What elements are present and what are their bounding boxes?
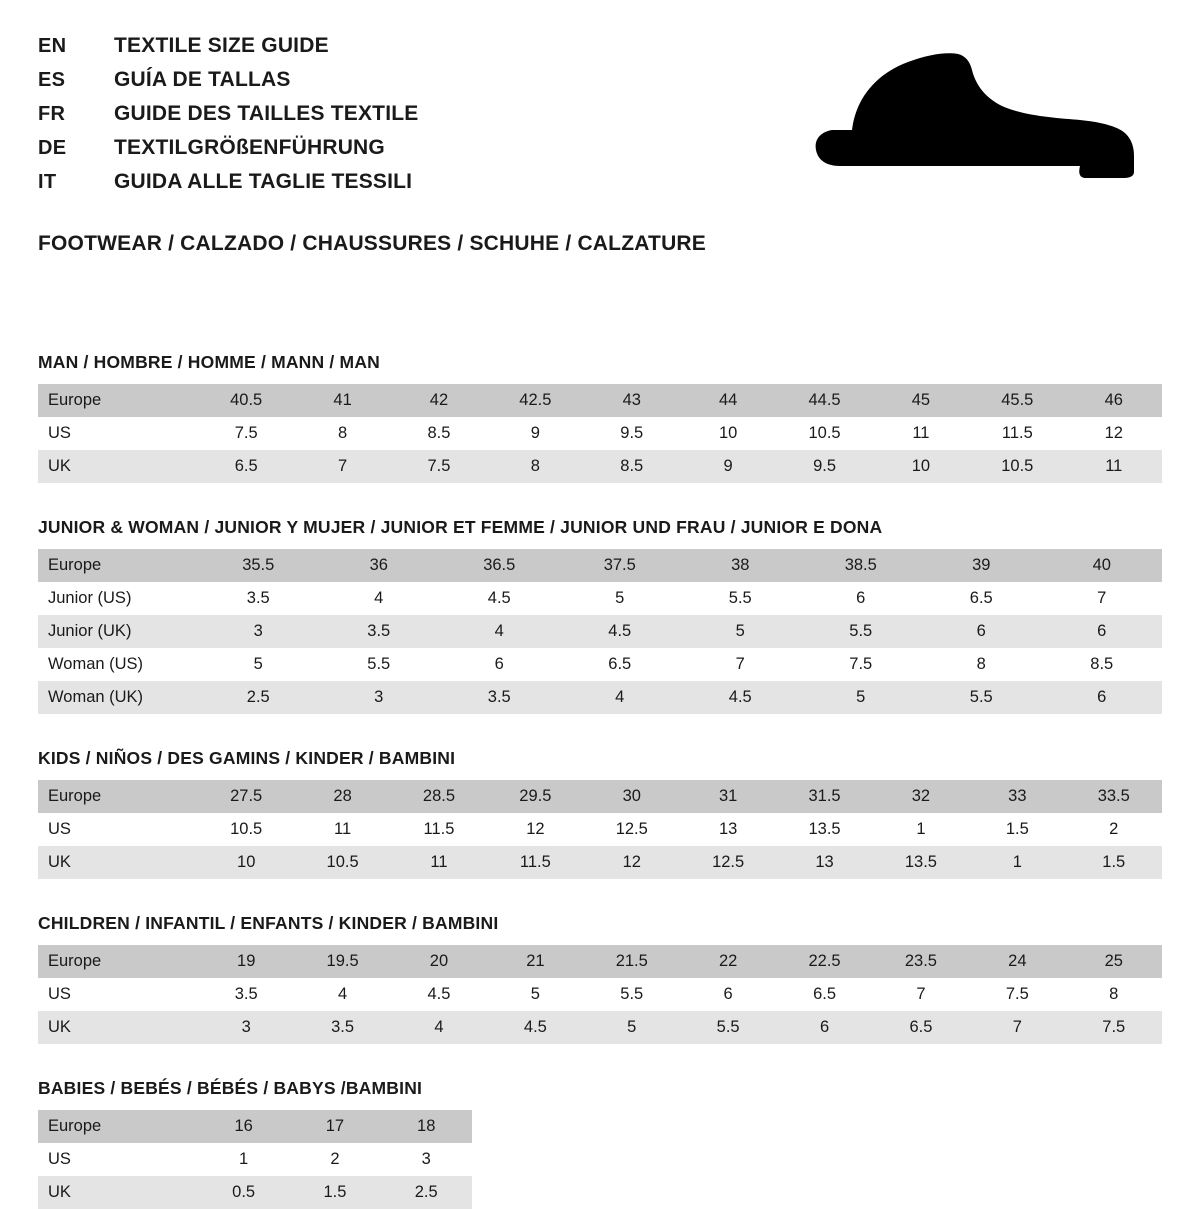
cell: 45.5 — [969, 384, 1065, 417]
cell: 4 — [294, 978, 390, 1011]
size-table — [38, 780, 1162, 879]
cell: 10.5 — [776, 417, 872, 450]
cell: 3 — [319, 681, 440, 714]
cell: 27.5 — [198, 780, 294, 813]
cell: 7.5 — [801, 648, 922, 681]
cell: 33.5 — [1066, 780, 1162, 813]
cell: 2 — [1066, 813, 1162, 846]
cell: 13.5 — [873, 846, 969, 879]
section-kids — [38, 748, 1162, 879]
size-table — [38, 549, 1162, 714]
cell: 4 — [391, 1011, 487, 1044]
cell: 41 — [294, 384, 390, 417]
cell: 37.5 — [560, 549, 681, 582]
row-label: Europe — [38, 549, 198, 582]
cell: 6.5 — [921, 582, 1042, 615]
cell: 3.5 — [319, 615, 440, 648]
table-row — [38, 648, 1162, 681]
cell: 4.5 — [391, 978, 487, 1011]
cell: 9.5 — [776, 450, 872, 483]
cell: 6 — [680, 978, 776, 1011]
cell: 13 — [680, 813, 776, 846]
cell: 16 — [198, 1110, 289, 1143]
cell: 11 — [873, 417, 969, 450]
section-title: JUNIOR & WOMAN / JUNIOR Y MUJER / JUNIOR ET FEMME / JUNIOR UND FRAU / JUNIOR E DONA — [38, 517, 883, 537]
cell: 11 — [1066, 450, 1162, 483]
row-label: Europe — [38, 384, 198, 417]
row-label: UK — [38, 450, 198, 483]
cell: 11 — [391, 846, 487, 879]
cell: 5 — [487, 978, 583, 1011]
cell: 7.5 — [391, 450, 487, 483]
cell: 4 — [439, 615, 560, 648]
table-row — [38, 1011, 1162, 1044]
table-row — [38, 1176, 472, 1209]
cell: 23.5 — [873, 945, 969, 978]
table-row — [38, 417, 1162, 450]
cell: 5 — [801, 681, 922, 714]
section-children — [38, 913, 1162, 1044]
cell: 6.5 — [776, 978, 872, 1011]
cell: 35.5 — [198, 549, 319, 582]
table-row — [38, 945, 1162, 978]
cell: 5.5 — [319, 648, 440, 681]
cell: 42.5 — [487, 384, 583, 417]
row-label: Europe — [38, 780, 198, 813]
cell: 38.5 — [801, 549, 922, 582]
table-row — [38, 1110, 472, 1143]
cell: 7.5 — [1066, 1011, 1162, 1044]
row-label: Europe — [38, 1110, 198, 1143]
cell: 1 — [969, 846, 1065, 879]
cell: 0.5 — [198, 1176, 289, 1209]
cell: 36 — [319, 549, 440, 582]
cell: 8 — [294, 417, 390, 450]
language-code: FR — [38, 103, 66, 125]
row-label: Woman (US) — [38, 648, 198, 681]
cell: 9 — [487, 417, 583, 450]
cell: 13.5 — [776, 813, 872, 846]
cell: 12 — [584, 846, 680, 879]
cell: 36.5 — [439, 549, 560, 582]
cell: 4 — [560, 681, 681, 714]
row-label: UK — [38, 846, 198, 879]
row-label: Junior (UK) — [38, 615, 198, 648]
cell: 8 — [487, 450, 583, 483]
section-junior-woman — [38, 517, 1162, 714]
cell: 10.5 — [969, 450, 1065, 483]
cell: 7.5 — [969, 978, 1065, 1011]
table-row — [38, 1143, 472, 1176]
cell: 6 — [439, 648, 560, 681]
cell: 10.5 — [294, 846, 390, 879]
cell: 4 — [319, 582, 440, 615]
cell: 8 — [921, 648, 1042, 681]
cell: 6.5 — [560, 648, 681, 681]
cell: 3.5 — [198, 978, 294, 1011]
cell: 6 — [776, 1011, 872, 1044]
cell: 10 — [873, 450, 969, 483]
row-label: UK — [38, 1011, 198, 1044]
cell: 6 — [1042, 681, 1163, 714]
cell: 19.5 — [294, 945, 390, 978]
cell: 1.5 — [1066, 846, 1162, 879]
cell: 5.5 — [680, 1011, 776, 1044]
cell: 8.5 — [1042, 648, 1163, 681]
cell: 6.5 — [873, 1011, 969, 1044]
cell: 9 — [680, 450, 776, 483]
cell: 10.5 — [198, 813, 294, 846]
cell: 39 — [921, 549, 1042, 582]
cell: 17 — [289, 1110, 380, 1143]
cell: 1 — [198, 1143, 289, 1176]
cell: 22.5 — [776, 945, 872, 978]
cell: 11 — [294, 813, 390, 846]
row-label: Europe — [38, 945, 198, 978]
section-babies — [38, 1078, 1162, 1209]
section-title: KIDS / NIÑOS / DES GAMINS / KINDER / BAMBINI — [38, 748, 456, 768]
cell: 6 — [1042, 615, 1163, 648]
cell: 12 — [1066, 417, 1162, 450]
cell: 2.5 — [198, 681, 319, 714]
cell: 8.5 — [391, 417, 487, 450]
cell: 5 — [560, 582, 681, 615]
cell: 9.5 — [584, 417, 680, 450]
row-label: Woman (UK) — [38, 681, 198, 714]
cell: 1.5 — [969, 813, 1065, 846]
table-row — [38, 450, 1162, 483]
cell: 7 — [873, 978, 969, 1011]
section-man — [38, 352, 1162, 483]
cell: 6 — [921, 615, 1042, 648]
cell: 4.5 — [487, 1011, 583, 1044]
cell: 3.5 — [439, 681, 560, 714]
language-title: TEXTILGRÖßENFÜHRUNG — [114, 136, 385, 159]
language-title: GUÍA DE TALLAS — [114, 68, 291, 91]
cell: 11.5 — [487, 846, 583, 879]
row-label: US — [38, 417, 198, 450]
language-code: EN — [38, 35, 67, 57]
cell: 2 — [289, 1143, 380, 1176]
page-header — [0, 0, 1200, 256]
cell: 46 — [1066, 384, 1162, 417]
section-title: CHILDREN / INFANTIL / ENFANTS / KINDER / BAMBINI — [38, 913, 499, 933]
section-title: MAN / HOMBRE / HOMME / MANN / MAN — [38, 352, 380, 372]
cell: 18 — [381, 1110, 472, 1143]
cell: 6.5 — [198, 450, 294, 483]
cell: 10 — [680, 417, 776, 450]
category-heading: FOOTWEAR / CALZADO / CHAUSSURES / SCHUHE / CALZATURE — [38, 232, 707, 255]
language-code: ES — [38, 69, 66, 91]
cell: 44.5 — [776, 384, 872, 417]
table-row — [38, 582, 1162, 615]
cell: 28 — [294, 780, 390, 813]
cell: 4.5 — [560, 615, 681, 648]
cell: 11.5 — [391, 813, 487, 846]
table-row — [38, 384, 1162, 417]
cell: 11.5 — [969, 417, 1065, 450]
cell: 3 — [198, 1011, 294, 1044]
cell: 30 — [584, 780, 680, 813]
cell: 5.5 — [680, 582, 801, 615]
cell: 3 — [381, 1143, 472, 1176]
cell: 5.5 — [584, 978, 680, 1011]
language-title: TEXTILE SIZE GUIDE — [114, 34, 329, 57]
cell: 12.5 — [680, 846, 776, 879]
cell: 31 — [680, 780, 776, 813]
cell: 5 — [680, 615, 801, 648]
cell: 33 — [969, 780, 1065, 813]
cell: 19 — [198, 945, 294, 978]
dress-shoe-icon — [780, 48, 1140, 188]
cell: 4.5 — [439, 582, 560, 615]
cell: 40 — [1042, 549, 1163, 582]
cell: 44 — [680, 384, 776, 417]
cell: 32 — [873, 780, 969, 813]
cell: 4.5 — [680, 681, 801, 714]
size-table — [38, 1110, 472, 1209]
row-label: UK — [38, 1176, 198, 1209]
row-label: US — [38, 813, 198, 846]
cell: 7.5 — [198, 417, 294, 450]
language-title: GUIDA ALLE TAGLIE TESSILI — [114, 170, 413, 193]
cell: 7 — [294, 450, 390, 483]
cell: 5.5 — [801, 615, 922, 648]
cell: 3.5 — [198, 582, 319, 615]
cell: 7 — [1042, 582, 1163, 615]
size-tables — [0, 352, 1200, 1209]
cell: 43 — [584, 384, 680, 417]
cell: 22 — [680, 945, 776, 978]
cell: 21 — [487, 945, 583, 978]
cell: 7 — [969, 1011, 1065, 1044]
cell: 1 — [873, 813, 969, 846]
cell: 2.5 — [381, 1176, 472, 1209]
language-title: GUIDE DES TAILLES TEXTILE — [114, 102, 419, 125]
section-title: BABIES / BEBÉS / BÉBÉS / BABYS /BAMBINI — [38, 1078, 423, 1098]
cell: 42 — [391, 384, 487, 417]
table-row — [38, 846, 1162, 879]
table-row — [38, 615, 1162, 648]
table-row — [38, 549, 1162, 582]
language-code: DE — [38, 137, 67, 159]
row-label: Junior (US) — [38, 582, 198, 615]
cell: 5.5 — [921, 681, 1042, 714]
cell: 7 — [680, 648, 801, 681]
table-row — [38, 813, 1162, 846]
table-row — [38, 780, 1162, 813]
cell: 1.5 — [289, 1176, 380, 1209]
table-row — [38, 978, 1162, 1011]
cell: 12.5 — [584, 813, 680, 846]
language-code: IT — [38, 171, 57, 193]
table-row — [38, 681, 1162, 714]
cell: 29.5 — [487, 780, 583, 813]
cell: 24 — [969, 945, 1065, 978]
cell: 38 — [680, 549, 801, 582]
cell: 8.5 — [584, 450, 680, 483]
cell: 5 — [198, 648, 319, 681]
cell: 6 — [801, 582, 922, 615]
cell: 10 — [198, 846, 294, 879]
cell: 3 — [198, 615, 319, 648]
cell: 8 — [1066, 978, 1162, 1011]
cell: 45 — [873, 384, 969, 417]
cell: 12 — [487, 813, 583, 846]
cell: 13 — [776, 846, 872, 879]
row-label: US — [38, 978, 198, 1011]
cell: 21.5 — [584, 945, 680, 978]
cell: 5 — [584, 1011, 680, 1044]
cell: 20 — [391, 945, 487, 978]
cell: 31.5 — [776, 780, 872, 813]
cell: 25 — [1066, 945, 1162, 978]
cell: 3.5 — [294, 1011, 390, 1044]
cell: 28.5 — [391, 780, 487, 813]
size-table — [38, 384, 1162, 483]
row-label: US — [38, 1143, 198, 1176]
cell: 40.5 — [198, 384, 294, 417]
size-table — [38, 945, 1162, 1044]
